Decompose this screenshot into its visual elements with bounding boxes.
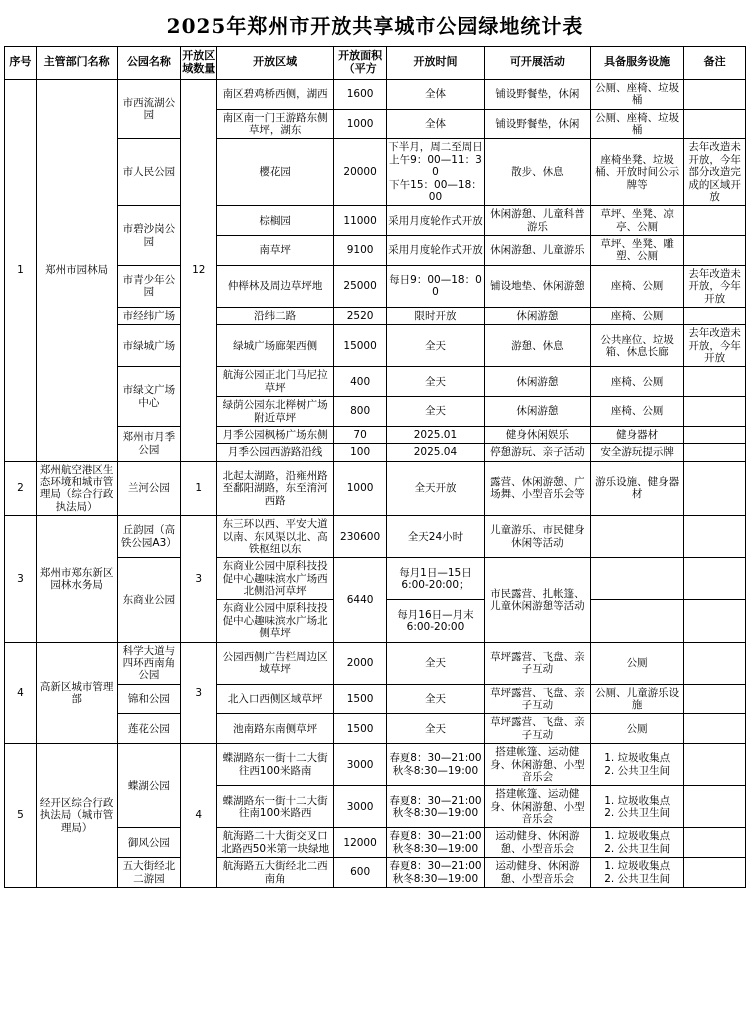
column-header-note: 备注 (684, 47, 746, 80)
cell-seq: 3 (5, 516, 37, 642)
cell-open-time: 全体 (387, 109, 485, 139)
cell-open-time: 全天 (387, 397, 485, 427)
cell-note (684, 236, 746, 266)
cell-facilities: 健身器材 (590, 426, 683, 443)
cell-park-name: 郑州市月季公园 (117, 426, 181, 461)
park-statistics-table (4, 46, 746, 888)
cell-facilities: 座椅、公厕 (590, 367, 683, 397)
cell-open-size: 1000 (334, 109, 387, 139)
cell-open-size: 3000 (334, 744, 387, 786)
cell-facilities: 公厕、儿童游乐设施 (590, 684, 683, 714)
cell-park-name: 市绿文广场中心 (117, 367, 181, 427)
cell-park-name: 市绿城广场 (117, 325, 181, 367)
cell-facilities: 草坪、坐凳、凉亭、公厕 (590, 206, 683, 236)
cell-open-time: 采用月度轮作式开放 (387, 236, 485, 266)
cell-facilities: 1. 垃圾收集点 2. 公共卫生间 (590, 786, 683, 828)
cell-open-area: 沿纬二路 (217, 307, 334, 324)
cell-activities: 游憩、休息 (484, 325, 590, 367)
cell-open-time: 全天24小时 (387, 516, 485, 558)
column-header-activity: 可开展活动 (484, 47, 590, 80)
cell-activities: 休闲游憩 (484, 307, 590, 324)
cell-note (684, 444, 746, 461)
table-header-row (5, 47, 746, 80)
cell-department: 郑州航空港区生态环境和城市管理局（综合行政执法局） (36, 461, 117, 516)
cell-open-area: 棕榈园 (217, 206, 334, 236)
cell-open-time: 2025.01 (387, 426, 485, 443)
cell-open-area: 东商业公园中原科技投促中心趣味滨水广场西北侧沿河草坪 (217, 558, 334, 600)
cell-note (684, 744, 746, 786)
cell-facilities: 座椅、公厕 (590, 307, 683, 324)
cell-facilities: 座椅、公厕 (590, 397, 683, 427)
cell-department: 高新区城市管理部 (36, 642, 117, 744)
cell-open-area-count: 3 (181, 516, 217, 642)
cell-note (684, 79, 746, 109)
cell-open-time: 全天 (387, 684, 485, 714)
cell-activities: 休闲游憩、儿童科普游乐 (484, 206, 590, 236)
cell-note (684, 206, 746, 236)
cell-open-size: 3000 (334, 786, 387, 828)
page-title: 2025年郑州市开放共享城市公园绿地统计表 (166, 14, 584, 38)
cell-open-size: 100 (334, 444, 387, 461)
cell-facilities (590, 558, 683, 600)
cell-department: 郑州市郑东新区园林水务局 (36, 516, 117, 642)
cell-open-area: 绿荫公园东北榉树广场附近草坪 (217, 397, 334, 427)
cell-seq: 5 (5, 744, 37, 888)
column-header-seq: 序号 (5, 47, 37, 80)
table-row (5, 461, 746, 516)
cell-facilities: 草坪、坐凳、雕塑、公厕 (590, 236, 683, 266)
cell-open-size: 15000 (334, 325, 387, 367)
cell-open-area-count: 4 (181, 744, 217, 888)
cell-open-area: 南区南一门王游路东侧草坪，湖东 (217, 109, 334, 139)
cell-note (684, 642, 746, 684)
cell-activities: 铺设野餐垫，休闲 (484, 109, 590, 139)
table-body (5, 79, 746, 887)
cell-open-area: 航海公园正北门马尼拉草坪 (217, 367, 334, 397)
cell-facilities: 公厕、座椅、垃圾桶 (590, 109, 683, 139)
cell-note (684, 684, 746, 714)
cell-note (684, 367, 746, 397)
cell-activities: 草坪露营、飞盘、亲子互动 (484, 642, 590, 684)
column-header-dept: 主管部门名称 (36, 47, 117, 80)
cell-activities: 散步、休息 (484, 139, 590, 206)
table-row (5, 744, 746, 786)
cell-note (684, 461, 746, 516)
cell-park-name: 市碧沙岗公园 (117, 206, 181, 266)
cell-open-area: 月季公园西游路沿线 (217, 444, 334, 461)
cell-open-area: 樱花园 (217, 139, 334, 206)
cell-park-name: 丘韵园（高铁公园A3） (117, 516, 181, 558)
cell-note (684, 109, 746, 139)
cell-open-time: 春夏8：30—21:00 秋冬8:30—19:00 (387, 858, 485, 888)
cell-park-name: 蝶湖公园 (117, 744, 181, 828)
cell-facilities (590, 600, 683, 642)
cell-note (684, 307, 746, 324)
cell-facilities: 1. 垃圾收集点 2. 公共卫生间 (590, 828, 683, 858)
cell-open-area-count: 12 (181, 79, 217, 461)
cell-open-size: 230600 (334, 516, 387, 558)
cell-note (684, 558, 746, 600)
cell-activities: 搭建帐篷、运动健身、休闲游憩、小型音乐会 (484, 786, 590, 828)
column-header-area: 开放区域 (217, 47, 334, 80)
cell-activities: 草坪露营、飞盘、亲子互动 (484, 714, 590, 744)
cell-facilities: 公厕 (590, 714, 683, 744)
cell-activities: 铺设地垫、休闲游憩 (484, 265, 590, 307)
cell-activities: 搭建帐篷、运动健身、休闲游憩、小型音乐会 (484, 744, 590, 786)
column-header-size: 开放面积（平方 (334, 47, 387, 80)
cell-seq: 2 (5, 461, 37, 516)
column-header-time: 开放时间 (387, 47, 485, 80)
cell-open-size: 1000 (334, 461, 387, 516)
cell-open-time: 全天 (387, 367, 485, 397)
cell-activities: 露营、休闲游憩、广场舞、小型音乐会等 (484, 461, 590, 516)
cell-open-time: 全体 (387, 79, 485, 109)
cell-park-name: 市青少年公园 (117, 265, 181, 307)
cell-open-area: 航海路二十大街交叉口北路西50米第一块绿地 (217, 828, 334, 858)
cell-facilities: 公共座位、垃圾箱、休息长廊 (590, 325, 683, 367)
cell-department: 郑州市园林局 (36, 79, 117, 461)
cell-activities: 健身休闲娱乐 (484, 426, 590, 443)
cell-seq: 1 (5, 79, 37, 461)
cell-open-time: 每日9：00—18：00 (387, 265, 485, 307)
cell-note (684, 714, 746, 744)
cell-park-name: 五大街经北二游园 (117, 858, 181, 888)
cell-department: 经开区综合行政执法局（城市管理局） (36, 744, 117, 888)
cell-open-time: 全天 (387, 714, 485, 744)
cell-open-area-count: 1 (181, 461, 217, 516)
cell-open-size: 6440 (334, 558, 387, 642)
cell-open-time: 采用月度轮作式开放 (387, 206, 485, 236)
cell-activities: 运动健身、休闲游憩、小型音乐会 (484, 858, 590, 888)
cell-open-area: 南区碧鸡桥西侧，湖西 (217, 79, 334, 109)
cell-facilities: 1. 垃圾收集点 2. 公共卫生间 (590, 744, 683, 786)
cell-open-size: 800 (334, 397, 387, 427)
cell-note: 去年改造未开放，今年部分改造完成的区域开放 (684, 139, 746, 206)
cell-open-size: 400 (334, 367, 387, 397)
cell-note: 去年改造未开放，今年开放 (684, 265, 746, 307)
cell-note (684, 516, 746, 558)
cell-park-name: 锦和公园 (117, 684, 181, 714)
column-header-park: 公园名称 (117, 47, 181, 80)
cell-open-size: 1600 (334, 79, 387, 109)
cell-park-name: 兰河公园 (117, 461, 181, 516)
cell-park-name: 市经纬广场 (117, 307, 181, 324)
cell-open-area: 航海路五大街经北二西南角 (217, 858, 334, 888)
cell-open-time: 春夏8：30—21:00 秋冬8:30—19:00 (387, 828, 485, 858)
cell-open-area: 蝶湖路东一街十二大街往南100米路西 (217, 786, 334, 828)
cell-seq: 4 (5, 642, 37, 744)
cell-open-area: 仲榉林及周边草坪地 (217, 265, 334, 307)
cell-note (684, 426, 746, 443)
cell-facilities: 安全游玩提示牌 (590, 444, 683, 461)
cell-park-name: 东商业公园 (117, 558, 181, 642)
cell-activities: 运动健身、休闲游憩、小型音乐会 (484, 828, 590, 858)
cell-facilities: 座椅坐凳、垃圾桶、开放时间公示牌等 (590, 139, 683, 206)
cell-open-time: 春夏8：30—21:00 秋冬8:30—19:00 (387, 786, 485, 828)
cell-activities: 草坪露营、飞盘、亲子互动 (484, 684, 590, 714)
cell-facilities: 1. 垃圾收集点 2. 公共卫生间 (590, 858, 683, 888)
cell-open-size: 1500 (334, 714, 387, 744)
cell-open-time: 全天开放 (387, 461, 485, 516)
cell-open-area: 北起太湖路，沿雍州路至鄱阳湖路，东至淯河西路 (217, 461, 334, 516)
cell-open-time: 每月1日—15日 6:00-20:00； (387, 558, 485, 600)
cell-activities: 休闲游憩 (484, 397, 590, 427)
cell-park-name: 科学大道与四环西南角公园 (117, 642, 181, 684)
cell-facilities (590, 516, 683, 558)
cell-open-area: 公园西侧广告栏周边区域草坪 (217, 642, 334, 684)
column-header-count: 开放区域数量 (181, 47, 217, 80)
cell-open-size: 1500 (334, 684, 387, 714)
cell-open-size: 25000 (334, 265, 387, 307)
cell-open-time: 全天 (387, 325, 485, 367)
cell-facilities: 公厕、座椅、垃圾桶 (590, 79, 683, 109)
cell-open-area: 南草坪 (217, 236, 334, 266)
cell-note: 去年改造未开放，今年开放 (684, 325, 746, 367)
cell-park-name: 市人民公园 (117, 139, 181, 206)
cell-activities: 市民露营、扎帐篷、儿童休闲游憩等活动 (484, 558, 590, 642)
cell-activities: 铺设野餐垫，休闲 (484, 79, 590, 109)
cell-open-size: 70 (334, 426, 387, 443)
table-row (5, 79, 746, 109)
cell-open-size: 2000 (334, 642, 387, 684)
cell-facilities: 公厕 (590, 642, 683, 684)
cell-open-size: 12000 (334, 828, 387, 858)
cell-open-area: 北入口西侧区域草坪 (217, 684, 334, 714)
cell-open-time: 下半月，周二至周日 上午9：00—11：30 下午15：00—18：00 (387, 139, 485, 206)
column-header-facility: 具备服务设施 (590, 47, 683, 80)
cell-note (684, 786, 746, 828)
cell-activities: 休闲游憩 (484, 367, 590, 397)
cell-open-area: 东商业公园中原科技投促中心趣味滨水广场北侧草坪 (217, 600, 334, 642)
cell-note (684, 600, 746, 642)
cell-note (684, 397, 746, 427)
cell-activities: 休闲游憩、儿童游乐 (484, 236, 590, 266)
cell-facilities: 游乐设施、健身器材 (590, 461, 683, 516)
cell-park-name: 莲花公园 (117, 714, 181, 744)
cell-open-time: 春夏8：30—21:00 秋冬8:30—19:00 (387, 744, 485, 786)
cell-open-size: 2520 (334, 307, 387, 324)
cell-open-area-count: 3 (181, 642, 217, 744)
cell-open-time: 每月16日—月末 6:00-20:00 (387, 600, 485, 642)
cell-open-size: 20000 (334, 139, 387, 206)
cell-open-time: 2025.04 (387, 444, 485, 461)
table-row (5, 642, 746, 684)
cell-facilities: 座椅、公厕 (590, 265, 683, 307)
cell-open-area: 蝶湖路东一街十二大街往西100米路南 (217, 744, 334, 786)
cell-open-time: 全天 (387, 642, 485, 684)
cell-open-time: 限时开放 (387, 307, 485, 324)
cell-activities: 停憩游玩、亲子活动 (484, 444, 590, 461)
cell-park-name: 御风公园 (117, 828, 181, 858)
cell-open-area: 月季公园枫杨广场东侧 (217, 426, 334, 443)
cell-open-area: 绿城广场廊架西侧 (217, 325, 334, 367)
table-row (5, 516, 746, 558)
cell-open-size: 9100 (334, 236, 387, 266)
cell-note (684, 828, 746, 858)
cell-open-area: 东三环以西、平安大道以南、东风渠以北、高铁枢纽以东 (217, 516, 334, 558)
cell-activities: 儿童游乐、市民健身休闲等活动 (484, 516, 590, 558)
cell-open-size: 11000 (334, 206, 387, 236)
cell-park-name: 市西流湖公园 (117, 79, 181, 139)
cell-open-area: 池南路东南侧草坪 (217, 714, 334, 744)
cell-open-size: 600 (334, 858, 387, 888)
cell-note (684, 858, 746, 888)
